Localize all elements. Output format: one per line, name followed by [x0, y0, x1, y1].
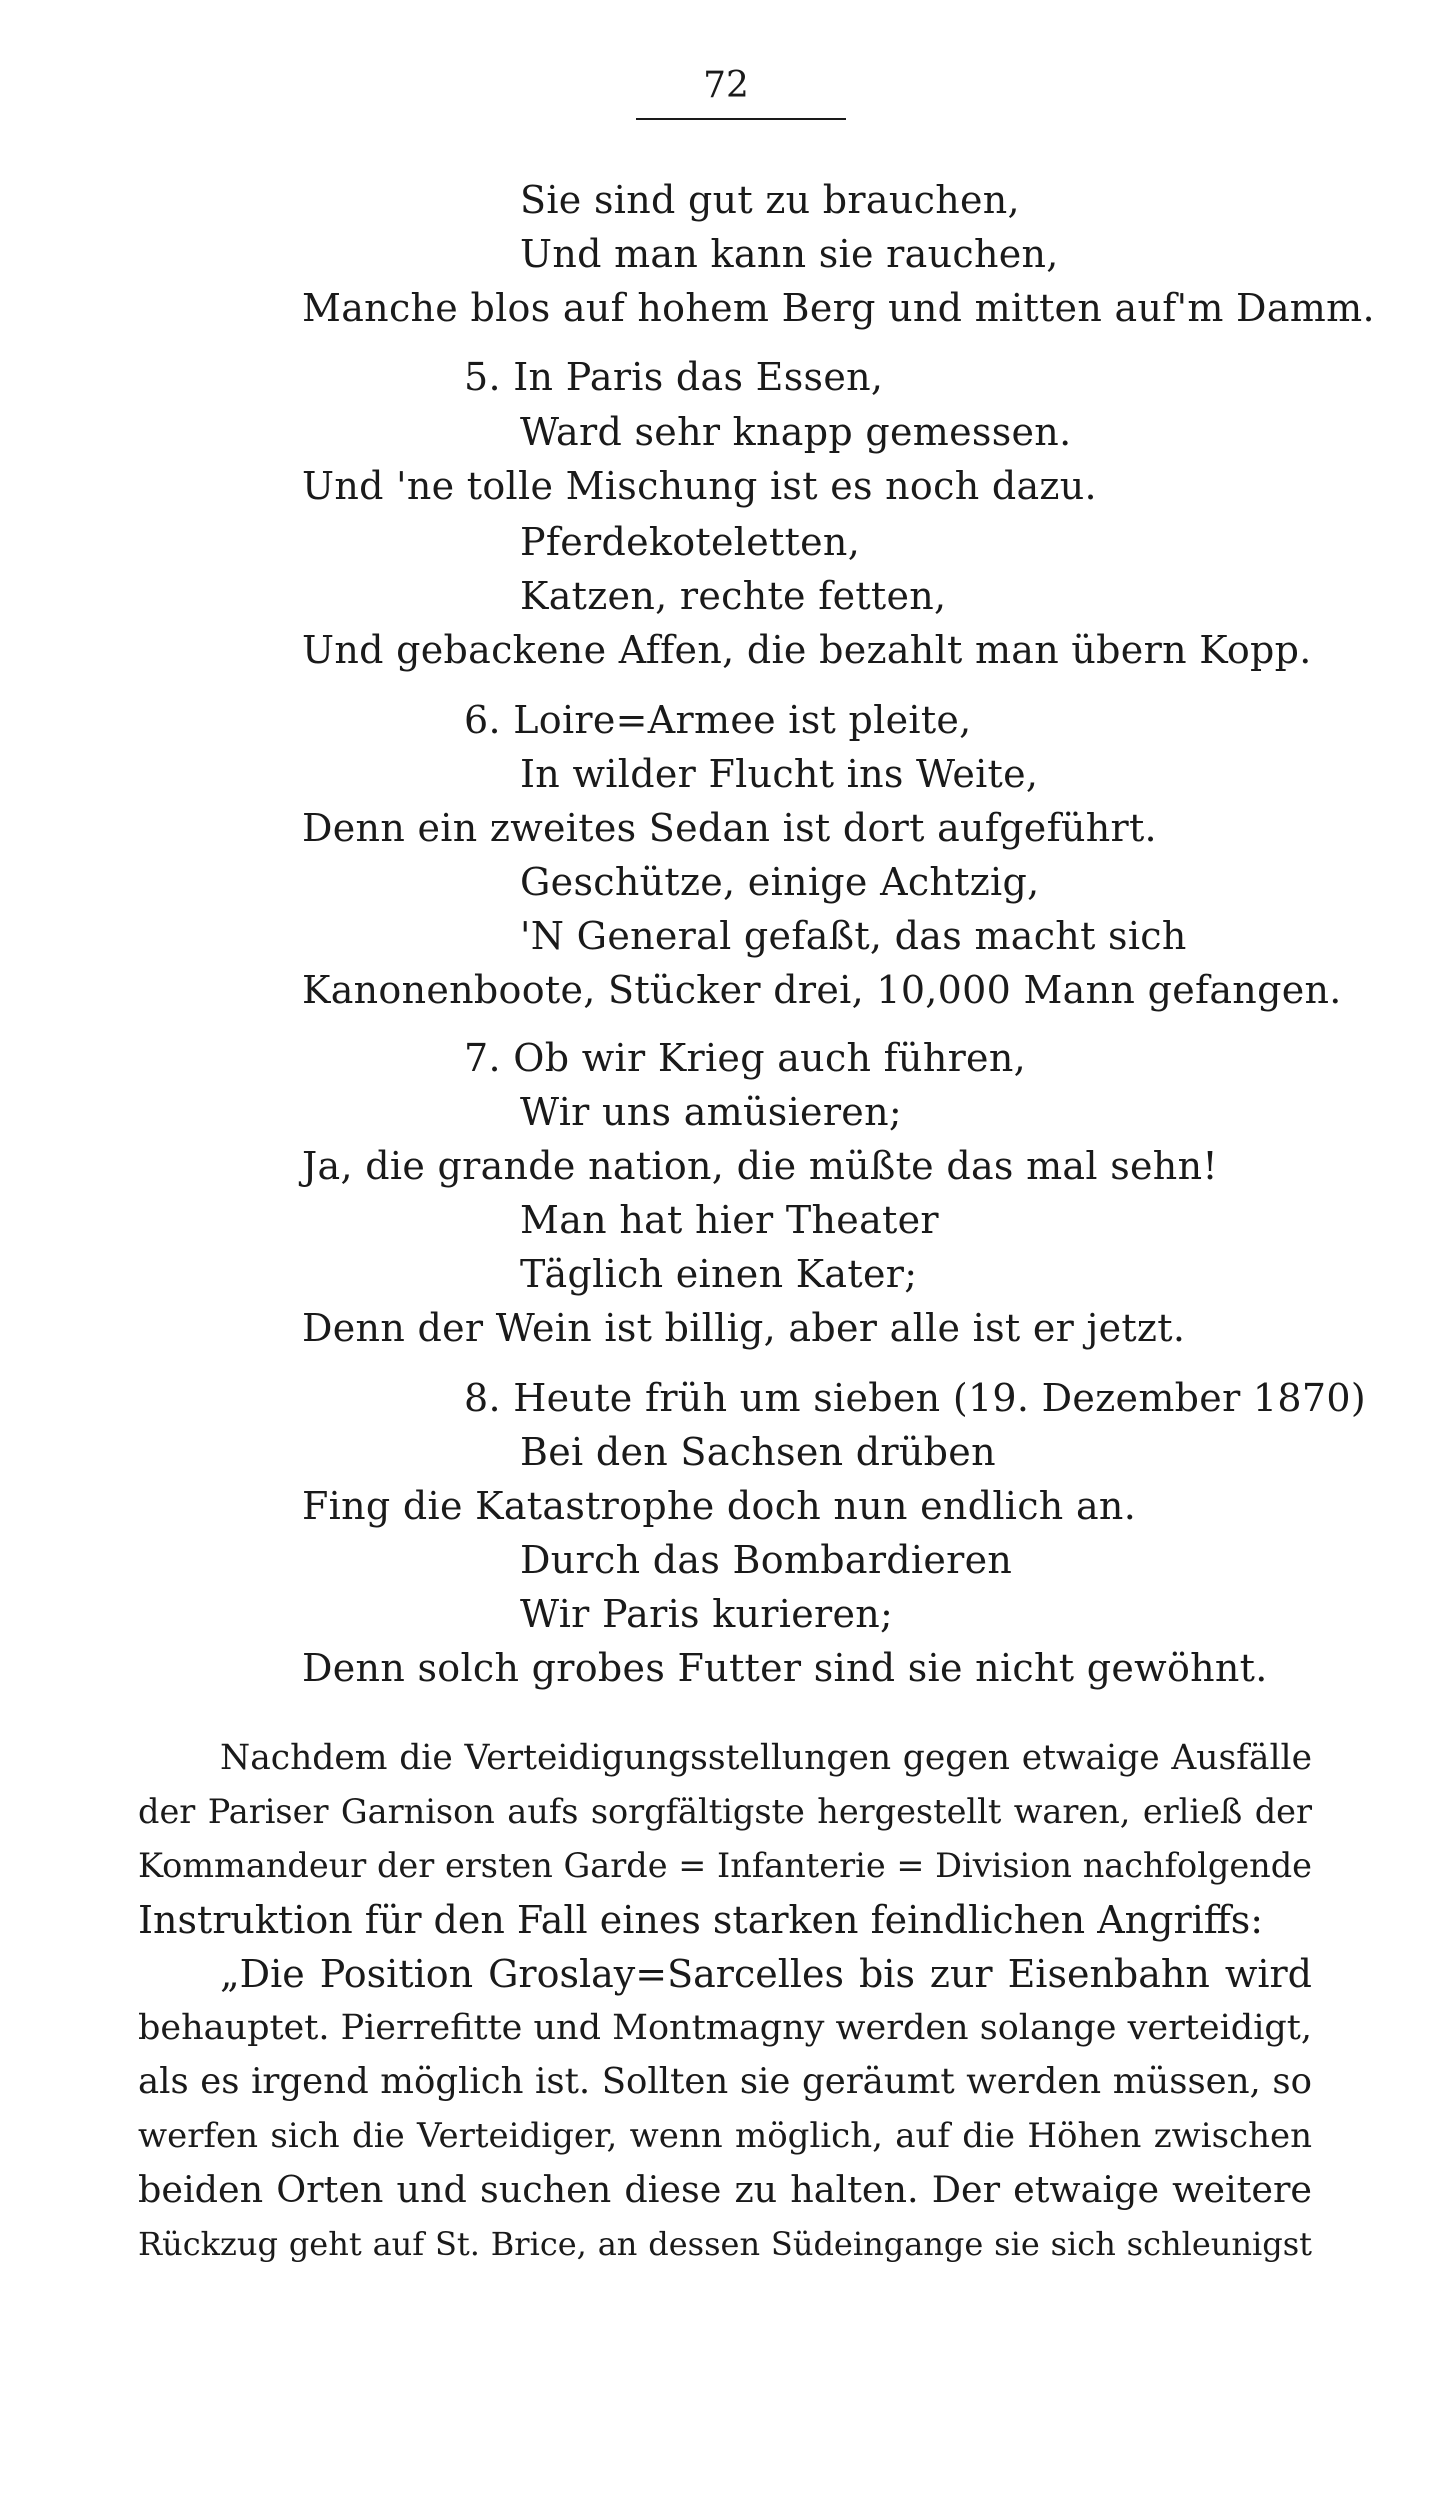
poem-line: Und gebackene Affen, die bezahlt man übern Kopp.	[302, 628, 1312, 672]
prose-line: Rückzug geht auf St. Brice, an dessen Südeingange sie sich schleunigst	[138, 2225, 1312, 2263]
poem-line: Manche blos auf hohem Berg und mitten auf'm Damm.	[302, 286, 1375, 330]
poem-line: Denn solch grobes Futter sind sie nicht gewöhnt.	[302, 1646, 1268, 1690]
poem-line: Bei den Sachsen drüben	[520, 1430, 996, 1474]
prose-line: Nachdem die Verteidigungsstellungen gegen etwaige Ausfälle	[220, 1738, 1312, 1778]
prose-line: Instruktion für den Fall eines starken feindlichen Angriffs:	[138, 1898, 1264, 1942]
poem-line: 7. Ob wir Krieg auch führen,	[464, 1036, 1026, 1080]
poem-line: Katzen, rechte fetten,	[520, 574, 947, 618]
poem-line: Und man kann sie rauchen,	[520, 232, 1059, 276]
poem-line: 5. In Paris das Essen,	[464, 355, 884, 399]
prose-line: werfen sich die Verteidiger, wenn möglich, auf die Höhen zwischen	[138, 2116, 1312, 2156]
prose-line: beiden Orten und suchen diese zu halten. Der etwaige weitere	[138, 2168, 1312, 2211]
poem-line: 6. Loire=Armee ist pleite,	[464, 698, 972, 742]
poem-line: 'N General gefaßt, das macht sich	[520, 914, 1187, 958]
poem-line: Kanonenboote, Stücker drei, 10,000 Mann gefangen.	[302, 968, 1342, 1012]
page-number: 72	[703, 65, 749, 106]
poem-line: Fing die Katastrophe doch nun endlich an.	[302, 1484, 1137, 1528]
poem-line: Ja, die grande nation, die müßte das mal sehn!	[302, 1144, 1218, 1188]
poem-line: Und 'ne tolle Mischung ist es noch dazu.	[302, 464, 1097, 508]
poem-line: Man hat hier Theater	[520, 1198, 939, 1242]
prose-line: der Pariser Garnison aufs sorgfältigste hergestellt waren, erließ der	[138, 1792, 1312, 1831]
poem-line: Wir uns amüsieren;	[520, 1090, 902, 1134]
poem-line: Denn ein zweites Sedan ist dort aufgeführt.	[302, 806, 1157, 850]
poem-line: 8. Heute früh um sieben (19. Dezember 1870)	[464, 1376, 1366, 1420]
poem-line: Ward sehr knapp gemessen.	[520, 410, 1072, 454]
poem-line: Täglich einen Kater;	[520, 1252, 918, 1296]
prose-line: „Die Position Groslay=Sarcelles bis zur Eisenbahn wird	[220, 1952, 1312, 1996]
poem-line: Durch das Bombardieren	[520, 1538, 1013, 1582]
poem-line: Sie sind gut zu brauchen,	[520, 178, 1020, 222]
prose-line: behauptet. Pierrefitte und Montmagny werden solange verteidigt,	[138, 2008, 1312, 2048]
prose-line: Kommandeur der ersten Garde = Infanterie = Division nachfolgende	[138, 1846, 1312, 1885]
poem-line: Pferdekoteletten,	[520, 520, 861, 564]
prose-line: als es irgend möglich ist. Sollten sie geräumt werden müssen, so	[138, 2061, 1312, 2102]
header-rule	[636, 118, 846, 120]
poem-line: Geschütze, einige Achtzig,	[520, 860, 1040, 904]
poem-line: Denn der Wein ist billig, aber alle ist er jetzt.	[302, 1306, 1186, 1350]
poem-line: In wilder Flucht ins Weite,	[520, 752, 1039, 796]
poem-line: Wir Paris kurieren;	[520, 1592, 894, 1636]
